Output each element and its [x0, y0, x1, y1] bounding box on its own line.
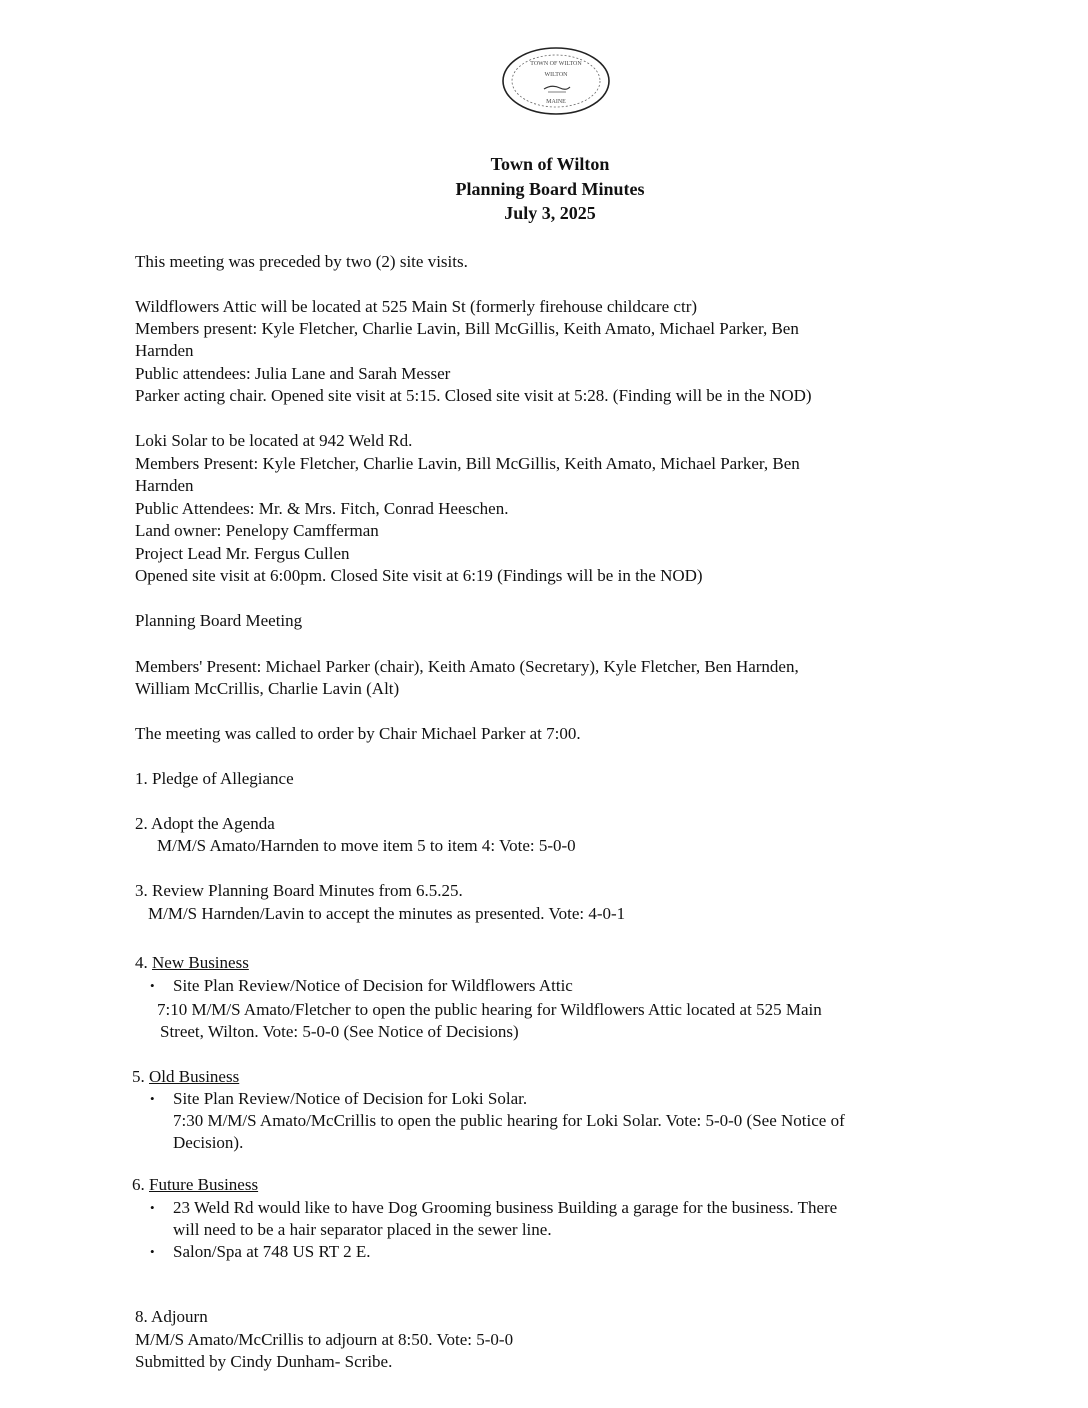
- future-business-bullet-1-cont: will need to be a hair separator placed in the sewer line.: [173, 1220, 552, 1239]
- site-visit-1-public: Public attendees: Julia Lane and Sarah Messer: [135, 364, 451, 383]
- members-present-cont: William McCrillis, Charlie Lavin (Alt): [135, 679, 400, 698]
- call-to-order: The meeting was called to order by Chair Michael Parker at 7:00.: [135, 724, 581, 743]
- site-visit-1-timing: Parker acting chair. Opened site visit at 5:15. Closed site visit at 5:28. (Finding will be in the NOD): [135, 386, 812, 405]
- seal-inner-text: WILTON: [544, 72, 568, 78]
- site-visit-2-public: Public Attendees: Mr. & Mrs. Fitch, Conrad Heeschen.: [135, 499, 509, 518]
- new-business-bullet: Site Plan Review/Notice of Decision for Wildflowers Attic: [173, 976, 573, 995]
- future-business-bullet-1: 23 Weld Rd would like to have Dog Grooming business Building a garage for the business. There: [173, 1198, 838, 1217]
- members-present: Members' Present: Michael Parker (chair), Keith Amato (Secretary), Kyle Fletcher, Ben Harnden,: [135, 657, 799, 676]
- future-business-bullet-2: Salon/Spa at 748 US RT 2 E.: [173, 1242, 371, 1261]
- old-business-motion-cont: Decision).: [173, 1133, 244, 1152]
- seal-top-text: TOWN OF WILTON: [530, 61, 582, 67]
- meeting-date: July 3, 2025: [504, 203, 596, 223]
- intro-text: This meeting was preceded by two (2) site visits.: [135, 252, 468, 271]
- site-visit-2-location: Loki Solar to be located at 942 Weld Rd.: [135, 431, 413, 450]
- item-adjourn: 8. Adjourn: [135, 1307, 208, 1326]
- submitted-by: Submitted by Cindy Dunham- Scribe.: [135, 1352, 393, 1371]
- new-business-motion-cont: Street, Wilton. Vote: 5-0-0 (See Notice of Decisions): [160, 1022, 519, 1041]
- town-seal: [500, 46, 612, 116]
- item-review-minutes-motion: M/M/S Harnden/Lavin to accept the minutes as presented. Vote: 4-0-1: [148, 904, 626, 923]
- meeting-heading: Planning Board Meeting: [135, 611, 303, 630]
- site-visit-2-members: Members Present: Kyle Fletcher, Charlie Lavin, Bill McGillis, Keith Amato, Michael Parker, Ben: [135, 454, 800, 473]
- item-future-business: [132, 1174, 258, 1196]
- site-visit-2-members-cont: Harnden: [135, 476, 194, 495]
- board-name: Planning Board Minutes: [455, 178, 645, 199]
- old-business-bullet: Site Plan Review/Notice of Decision for Loki Solar.: [173, 1089, 528, 1108]
- site-visit-1-members: Members present: Kyle Fletcher, Charlie Lavin, Bill McGillis, Keith Amato, Michael Parker, Ben: [135, 319, 799, 338]
- item-future-business-title: Future Business: [149, 1175, 259, 1194]
- bullet-symbol: •: [150, 1244, 155, 1259]
- item-review-minutes: 3. Review Planning Board Minutes from 6.5.25.: [135, 881, 463, 900]
- item-adopt-agenda-motion: M/M/S Amato/Harnden to move item 5 to item 4: Vote: 5-0-0: [157, 836, 576, 855]
- bullet-symbol: •: [150, 1091, 155, 1106]
- site-visit-2-timing: Opened site visit at 6:00pm. Closed Site visit at 6:19 (Findings will be in the NOD): [135, 566, 703, 585]
- item-new-business-number: 4.: [135, 953, 148, 972]
- item-adopt-agenda: 2. Adopt the Agenda: [135, 814, 275, 833]
- item-future-business-number: 6.: [132, 1175, 145, 1194]
- document-title: [0, 152, 1088, 226]
- bullet-symbol: •: [150, 1200, 155, 1215]
- item-old-business-number: 5.: [132, 1067, 145, 1086]
- item-old-business: [132, 1066, 239, 1088]
- item-old-business-title: Old Business: [149, 1067, 240, 1086]
- town-name: Town of Wilton: [490, 154, 610, 174]
- site-visit-2-project-lead: Project Lead Mr. Fergus Cullen: [135, 544, 350, 563]
- new-business-motion: 7:10 M/M/S Amato/Fletcher to open the public hearing for Wildflowers Attic located at 525 Main: [157, 1000, 822, 1019]
- site-visit-1-members-cont: Harnden: [135, 341, 194, 360]
- site-visit-2-land-owner: Land owner: Penelopy Camfferman: [135, 521, 379, 540]
- item-new-business-title: New Business: [152, 953, 249, 972]
- old-business-motion: 7:30 M/M/S Amato/McCrillis to open the public hearing for Loki Solar. Vote: 5-0-0 (See Notice of: [173, 1111, 845, 1130]
- seal-bottom-text: MAINE: [546, 99, 566, 105]
- bullet-symbol: •: [150, 978, 155, 993]
- item-new-business: [135, 952, 249, 974]
- item-pledge: 1. Pledge of Allegiance: [135, 769, 294, 788]
- site-visit-1-location: Wildflowers Attic will be located at 525 Main St (formerly firehouse childcare ctr): [135, 297, 698, 316]
- adjourn-motion: M/M/S Amato/McCrillis to adjourn at 8:50. Vote: 5-0-0: [135, 1330, 514, 1349]
